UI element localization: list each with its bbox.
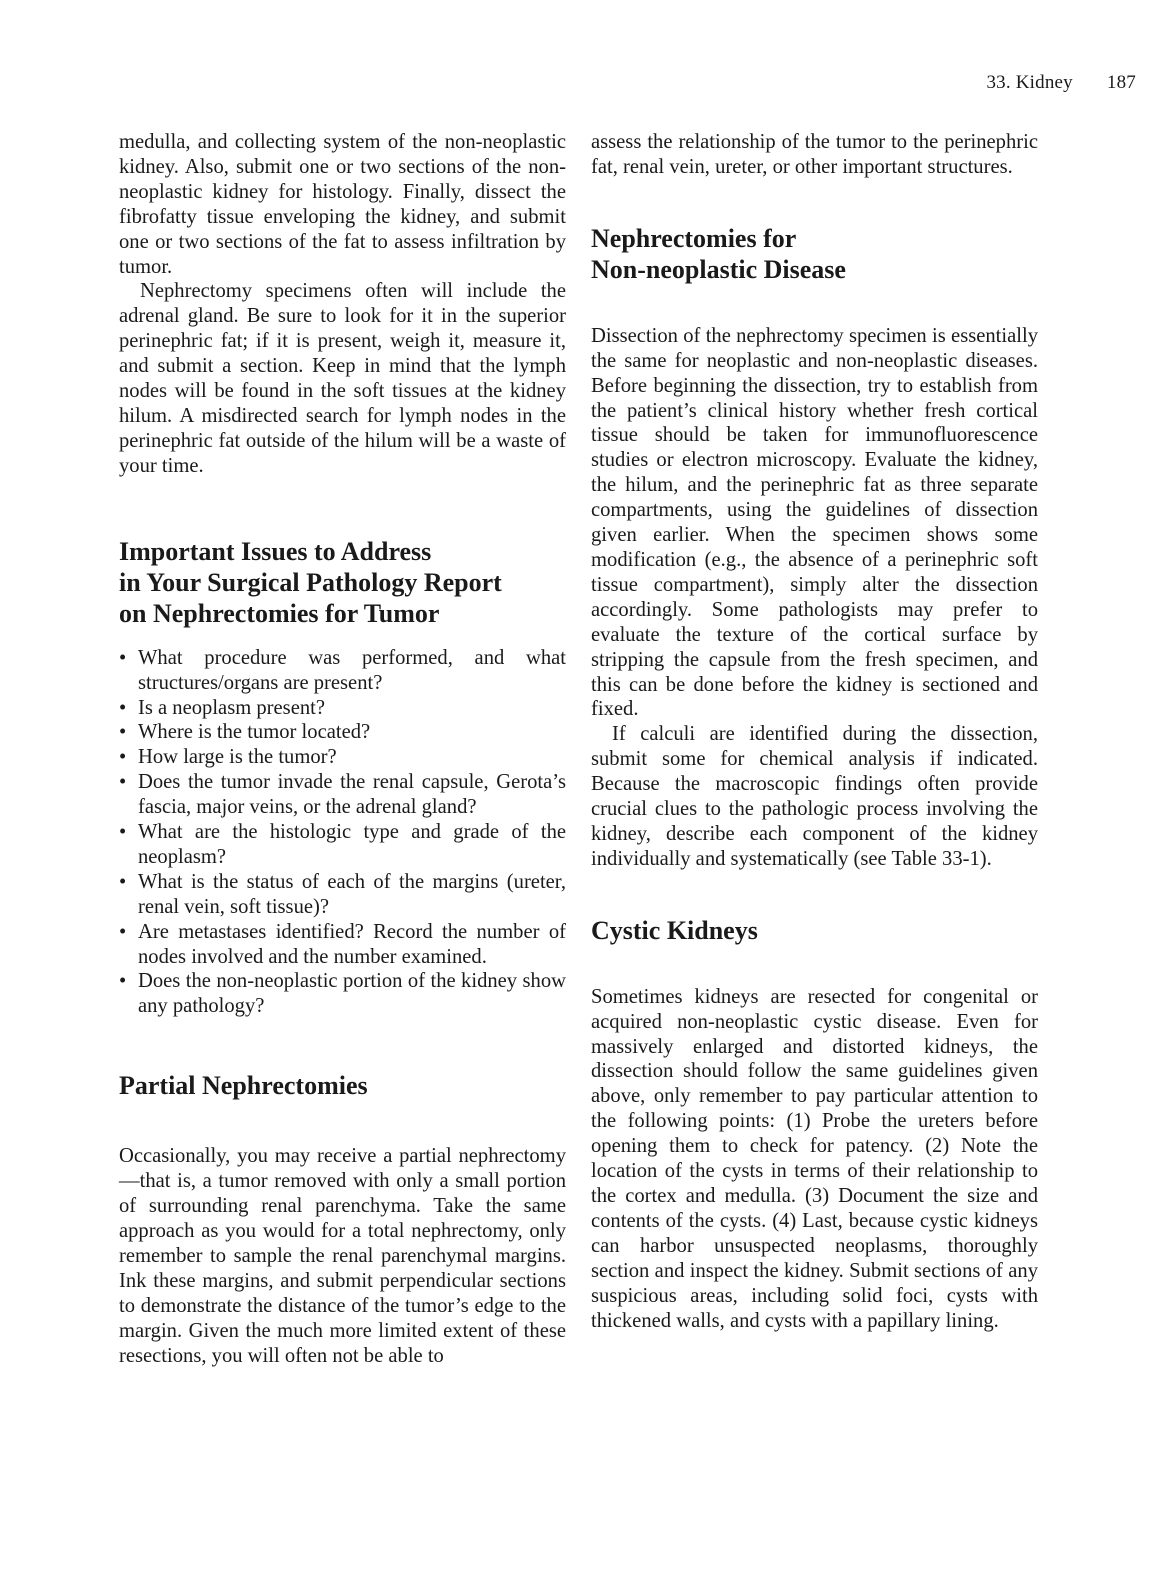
bullet: • [119, 970, 127, 993]
heading-line: Important Issues to Address [119, 536, 432, 566]
list-item [119, 745, 566, 770]
paragraph-calculi: If calculi are identified during the dissection, submit some for chemical analysis if indicated. Because the macroscopic findings often provide crucial clues to the pathologic process involving the kidney, describe each component of the kidney individually and systematically (see Table 33-1). [591, 723, 1038, 870]
heading-non-neoplastic [591, 223, 1038, 285]
paragraph-non-neoplastic-dissection: Dissection of the nephrectomy specimen is essentially the same for neoplastic and non-neoplastic diseases. Before beginning the dissection, try to establish from the patient’s clinical history whether fresh cortical tissue should be taken for immunofluorescence studies or electron microscopy. Evaluate the kidney, the hilum, and the perinephric fat as three separate compartments, using the guidelines of dissection given earlier. When the specimen shows some modification (e.g., the absence of a perinephric soft tissue compartment), simply alter the dissection accordingly. Some pathologists may prefer to evaluate the texture of the cortical surface by stripping the capsule from the fresh specimen, and this can be done before the kidney is sectioned and fixed. [591, 324, 1038, 721]
bullet: • [119, 771, 127, 794]
list-item [119, 646, 566, 696]
list-item-text: Are metastases identified? Record the number of nodes involved and the number examined. [138, 920, 566, 968]
list-item [119, 770, 566, 820]
bullet: • [119, 746, 127, 769]
list-item-text: How large is the tumor? [138, 746, 337, 769]
paragraph-continued: medulla, and collecting system of the non-neoplastic kidney. Also, submit one or two sections of the non-neoplastic kidney for histology. Finally, dissect the fibrofatty tissue enveloping the kidney, and submit one or two sections of the fat to assess infiltration by tumor. [119, 131, 566, 278]
paragraph-partial-nephrectomy: Occasionally, you may receive a partial nephrectomy—that is, a tumor removed with only a small portion of surrounding renal parenchyma. Take the same approach as you would for a total nephrectomy, only remember to sample the renal parenchymal margins. Ink these margins, and submit perpendicular sections to demonstrate the distance of the tumor’s edge to the margin. Given the much more limited extent of these resections, you will often not be able to [119, 1145, 566, 1367]
list-item [119, 696, 566, 721]
list-item [119, 969, 566, 1019]
list-item [119, 870, 566, 920]
issues-list [119, 646, 566, 1020]
chapter-title: 33. Kidney [986, 72, 1073, 93]
bullet: • [119, 870, 127, 893]
bullet: • [119, 721, 127, 744]
paragraph-continued-right: assess the relationship of the tumor to the perinephric fat, renal vein, ureter, or other important structures. [591, 131, 1038, 178]
list-item-text: Is a neoplasm present? [138, 696, 325, 719]
bullet: • [119, 920, 127, 943]
right-column [591, 130, 1038, 1333]
heading-line: Non-neoplastic Disease [591, 254, 846, 284]
page-number: 187 [1106, 72, 1136, 93]
bullet: • [119, 821, 127, 844]
list-item [119, 820, 566, 870]
running-head [986, 72, 1136, 94]
list-item-text: Does the non-neoplastic portion of the kidney show any pathology? [138, 970, 566, 1018]
heading-line: on Nephrectomies for Tumor [119, 598, 440, 628]
heading-partial-nephrectomies: Partial Nephrectomies [119, 1071, 368, 1101]
left-column [119, 130, 566, 1368]
list-item-text: Where is the tumor located? [138, 721, 371, 744]
list-item-text: What are the histologic type and grade of the neoplasm? [138, 821, 566, 868]
list-item-text: What procedure was performed, and what structures/organs are present? [138, 646, 566, 694]
bullet: • [119, 696, 127, 719]
paragraph-adrenal: Nephrectomy specimens often will include the adrenal gland. Be sure to look for it in the superior perinephric fat; if it is present, weigh it, measure it, and submit a section. Keep in mind that the lymph nodes will be found in the soft tissues at the kidney hilum. A misdirected search for lymph nodes in the perinephric fat outside of the hilum will be a waste of your time. [119, 280, 566, 477]
list-item [119, 720, 566, 745]
list-item [119, 920, 566, 970]
heading-cystic-kidneys: Cystic Kidneys [591, 915, 758, 945]
list-item-text: Does the tumor invade the renal capsule, Gerota’s fascia, major veins, or the adrenal gland? [138, 771, 566, 819]
heading-line: in Your Surgical Pathology Report [119, 567, 502, 597]
heading-important-issues [119, 536, 566, 629]
heading-line: Nephrectomies for [591, 223, 797, 253]
bullet: • [119, 646, 127, 669]
paragraph-cystic-kidneys: Sometimes kidneys are resected for congenital or acquired non-neoplastic cystic disease. Even for massively enlarged and distorted kidneys, the dissection should follow the same guidelines given above, only remember to pay particular attention to the following points: (1) Probe the ureters before opening them to check for patency. (2) Note the location of the cysts in terms of their relationship to the cortex and medulla. (3) Document the size and contents of the cysts. (4) Last, because cystic kidneys can harbor unsuspected neoplasms, thoroughly section and inspect the kidney. Submit sections of any suspicious areas, including solid foci, cysts with thickened walls, and cysts with a papillary lining. [591, 985, 1038, 1332]
list-item-text: What is the status of each of the margins (ureter, renal vein, soft tissue)? [138, 870, 566, 918]
